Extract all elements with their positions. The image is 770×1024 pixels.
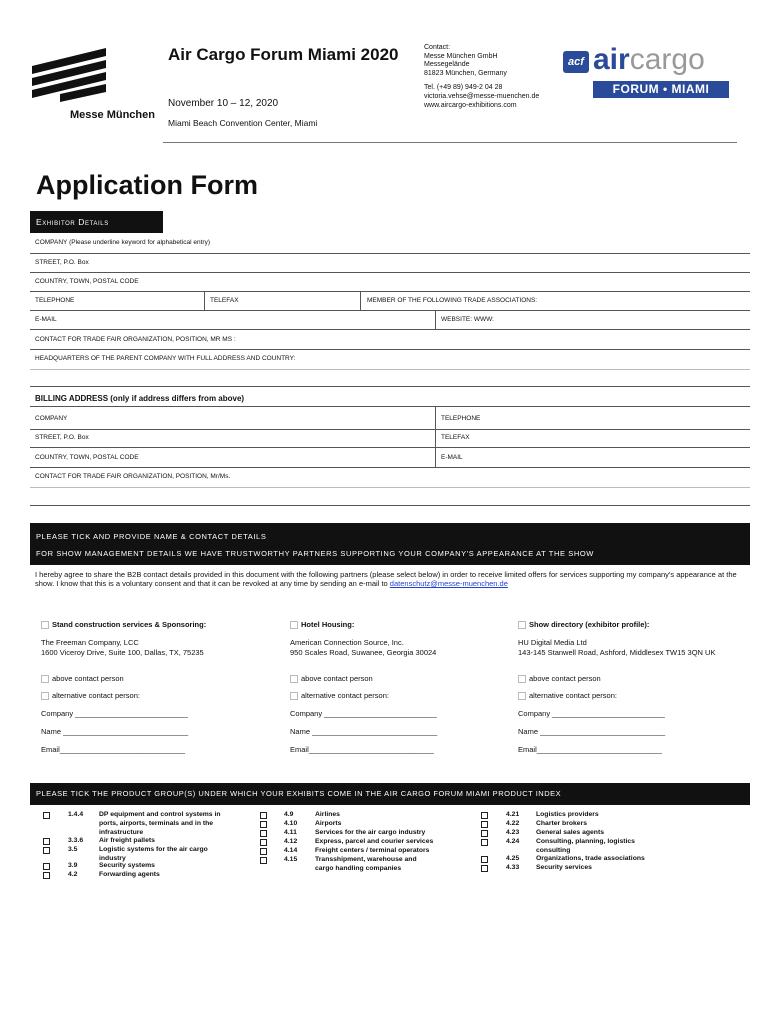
email-row <box>30 310 750 330</box>
logo-forum-miami: FORUM • MIAMI <box>593 81 729 98</box>
directory-above-option: above contact person <box>518 674 750 684</box>
hotel-email-field[interactable]: Email______________________________ <box>290 745 434 754</box>
country-label: COUNTRY, TOWN, POSTAL CODE <box>35 278 139 285</box>
stand-above-option: above contact person <box>41 674 281 684</box>
consent-body: I hereby agree to share the B2B contact details provided in this document with the following partners (please select below) in order to receive limited offers for services supporting my company's appearance at the show. I know that this is a voluntary consent and that it can be revoked at any time by sending an e-mail to <box>35 570 737 588</box>
product-checkbox[interactable] <box>481 830 488 837</box>
product-checkbox[interactable] <box>481 812 488 819</box>
directory-partner-name: HU Digital Media Ltd <box>518 638 587 647</box>
hotel-company-field[interactable]: Company ___________________________ <box>290 709 437 718</box>
event-title: Air Cargo Forum Miami 2020 <box>168 45 399 64</box>
partners-band-line1: PLEASE TICK AND PROVIDE NAME & CONTACT DETAILS <box>36 532 267 541</box>
directory-alt-option: alternative contact person: <box>518 691 750 701</box>
logo-text: Messe München <box>70 109 155 121</box>
product-checkbox[interactable] <box>481 821 488 828</box>
partner-col-hotel <box>290 620 510 755</box>
company-row[interactable] <box>30 233 750 254</box>
country-row[interactable] <box>30 272 750 292</box>
telephone-label: TELEPHONE <box>35 297 75 304</box>
billing-country-label: COUNTRY, TOWN, POSTAL CODE <box>35 454 139 461</box>
billing-contact-line-2[interactable] <box>30 487 750 506</box>
product-checkbox[interactable] <box>481 865 488 872</box>
logo-air: air <box>593 43 630 76</box>
directory-name-field[interactable]: Name ______________________________ <box>518 727 666 736</box>
product-checkbox[interactable] <box>43 812 50 819</box>
hotel-head: Hotel Housing: <box>290 620 510 630</box>
form-title: Application Form <box>36 170 258 200</box>
company-label: COMPANY (Please underline keyword for alphabetical entry) <box>35 239 210 246</box>
contact-block <box>424 44 539 110</box>
billing-email-label: E-MAIL <box>441 454 463 461</box>
logo-cargo: cargo <box>629 43 705 76</box>
consent-text <box>35 570 750 588</box>
directory-checkbox[interactable] <box>518 621 526 629</box>
product-band: PLEASE TICK THE PRODUCT GROUP(S) UNDER WHICH YOUR EXHIBITS COME IN THE AIR CARGO FORUM MIAMI PRODUCT INDEX <box>30 783 750 805</box>
contact-city: 81823 München, Germany <box>424 69 507 77</box>
headquarters-label: HEADQUARTERS OF THE PARENT COMPANY WITH FULL ADDRESS AND COUNTRY: <box>35 355 296 362</box>
billing-telephone-label: TELEPHONE <box>441 415 481 422</box>
contact-row[interactable] <box>30 329 750 350</box>
contact-company: Messe München GmbH <box>424 52 498 60</box>
product-checkbox[interactable] <box>481 839 488 846</box>
stand-partner-address: 1600 Viceroy Drive, Suite 100, Dallas, TX, 75235 <box>41 648 204 657</box>
product-checkbox[interactable] <box>260 821 267 828</box>
product-checkbox[interactable] <box>260 848 267 855</box>
product-checkbox[interactable] <box>260 812 267 819</box>
telefax-label: TELEFAX <box>210 297 239 304</box>
directory-head: Show directory (exhibitor profile): <box>518 620 750 630</box>
website-label: WEBSITE: WWW: <box>441 316 494 323</box>
privacy-email-link[interactable]: datenschutz@messe-muenchen.de <box>389 579 508 588</box>
hotel-checkbox[interactable] <box>290 621 298 629</box>
stand-name-field[interactable]: Name ______________________________ <box>41 727 189 736</box>
messe-muenchen-logo <box>30 46 160 122</box>
stand-above-checkbox[interactable] <box>41 675 49 683</box>
headquarters-line-2[interactable] <box>30 369 750 387</box>
billing-contact-label: CONTACT FOR TRADE FAIR ORGANIZATION, POSITION, Mr/Ms. <box>35 473 231 480</box>
contact-label: Contact: <box>424 44 451 51</box>
stand-email-field[interactable]: Email______________________________ <box>41 745 185 754</box>
product-checkbox[interactable] <box>260 857 267 864</box>
contact-phone: Tel. (+49 89) 949-2 04 28 <box>424 84 503 92</box>
hotel-partner-address: 950 Scales Road, Suwanee, Georgia 30024 <box>290 648 437 657</box>
event-dates: November 10 – 12, 2020 <box>168 98 279 109</box>
hotel-above-checkbox[interactable] <box>290 675 298 683</box>
contact-venue: Messegelände <box>424 61 470 69</box>
product-checkbox[interactable] <box>43 847 50 854</box>
stand-checkbox[interactable] <box>41 621 49 629</box>
billing-country-row <box>30 447 750 468</box>
street-label: STREET, P.O. Box <box>35 259 89 266</box>
directory-partner-address: 143-145 Stanwell Road, Ashford, Middlesex TW15 3QN UK <box>518 648 716 657</box>
stand-head: Stand construction services & Sponsoring: <box>41 620 281 630</box>
product-checkbox[interactable] <box>260 839 267 846</box>
billing-telefax-label: TELEFAX <box>441 434 470 441</box>
directory-company-field[interactable]: Company ___________________________ <box>518 709 665 718</box>
hotel-alt-checkbox[interactable] <box>290 692 298 700</box>
header-divider <box>163 142 737 143</box>
event-venue: Miami Beach Convention Center, Miami <box>168 118 318 128</box>
billing-company-label: COMPANY <box>35 415 68 422</box>
exhibitor-section-bar: Exhibitor Details <box>30 211 163 233</box>
stand-company-field[interactable]: Company ___________________________ <box>41 709 188 718</box>
hotel-above-option: above contact person <box>290 674 510 684</box>
directory-alt-checkbox[interactable] <box>518 692 526 700</box>
messe-stripes-icon <box>30 46 110 102</box>
contact-email[interactable]: victoria.vehse@messe-muenchen.de <box>424 92 540 100</box>
air-cargo-forum-logo <box>563 43 731 100</box>
headquarters-row[interactable] <box>30 349 750 370</box>
directory-email-field[interactable]: Email______________________________ <box>518 745 662 754</box>
email-label: E-MAIL <box>35 316 57 323</box>
billing-company-row <box>30 406 750 430</box>
partner-col-stand <box>41 620 281 755</box>
street-row[interactable] <box>30 253 750 273</box>
product-checkbox[interactable] <box>260 830 267 837</box>
billing-heading: BILLING ADDRESS (only if address differs from above) <box>35 394 245 403</box>
member-label: MEMBER OF THE FOLLOWING TRADE ASSOCIATIONS: <box>367 297 538 304</box>
hotel-alt-option: alternative contact person: <box>290 691 510 701</box>
contact-website[interactable]: www.aircargo-exhibitions.com <box>424 101 517 109</box>
product-checkbox[interactable] <box>43 863 50 870</box>
partner-col-directory <box>518 620 750 755</box>
billing-street-row <box>30 428 750 448</box>
stand-alt-option: alternative contact person: <box>41 691 281 701</box>
hotel-name-field[interactable]: Name ______________________________ <box>290 727 438 736</box>
phone-row <box>30 291 750 311</box>
acf-badge: acf <box>563 51 589 73</box>
directory-above-checkbox[interactable] <box>518 675 526 683</box>
billing-street-label: STREET, P.O. Box <box>35 434 89 441</box>
hotel-partner-name: American Connection Source, Inc. <box>290 638 404 647</box>
product-checkbox[interactable] <box>43 838 50 845</box>
partners-band-line2: FOR SHOW MANAGEMENT DETAILS WE HAVE TRUSTWORTHY PARTNERS SUPPORTING YOUR COMPANY'S APPEARANCE AT THE SHOW <box>36 549 594 558</box>
product-checkbox[interactable] <box>43 872 50 879</box>
partners-band <box>30 523 750 565</box>
contact-label: CONTACT FOR TRADE FAIR ORGANIZATION, POSITION, MR MS : <box>35 336 236 343</box>
billing-contact-row[interactable] <box>30 467 750 488</box>
product-checkbox[interactable] <box>481 856 488 863</box>
stand-partner-name: The Freeman Company, LCC <box>41 638 139 647</box>
stand-alt-checkbox[interactable] <box>41 692 49 700</box>
